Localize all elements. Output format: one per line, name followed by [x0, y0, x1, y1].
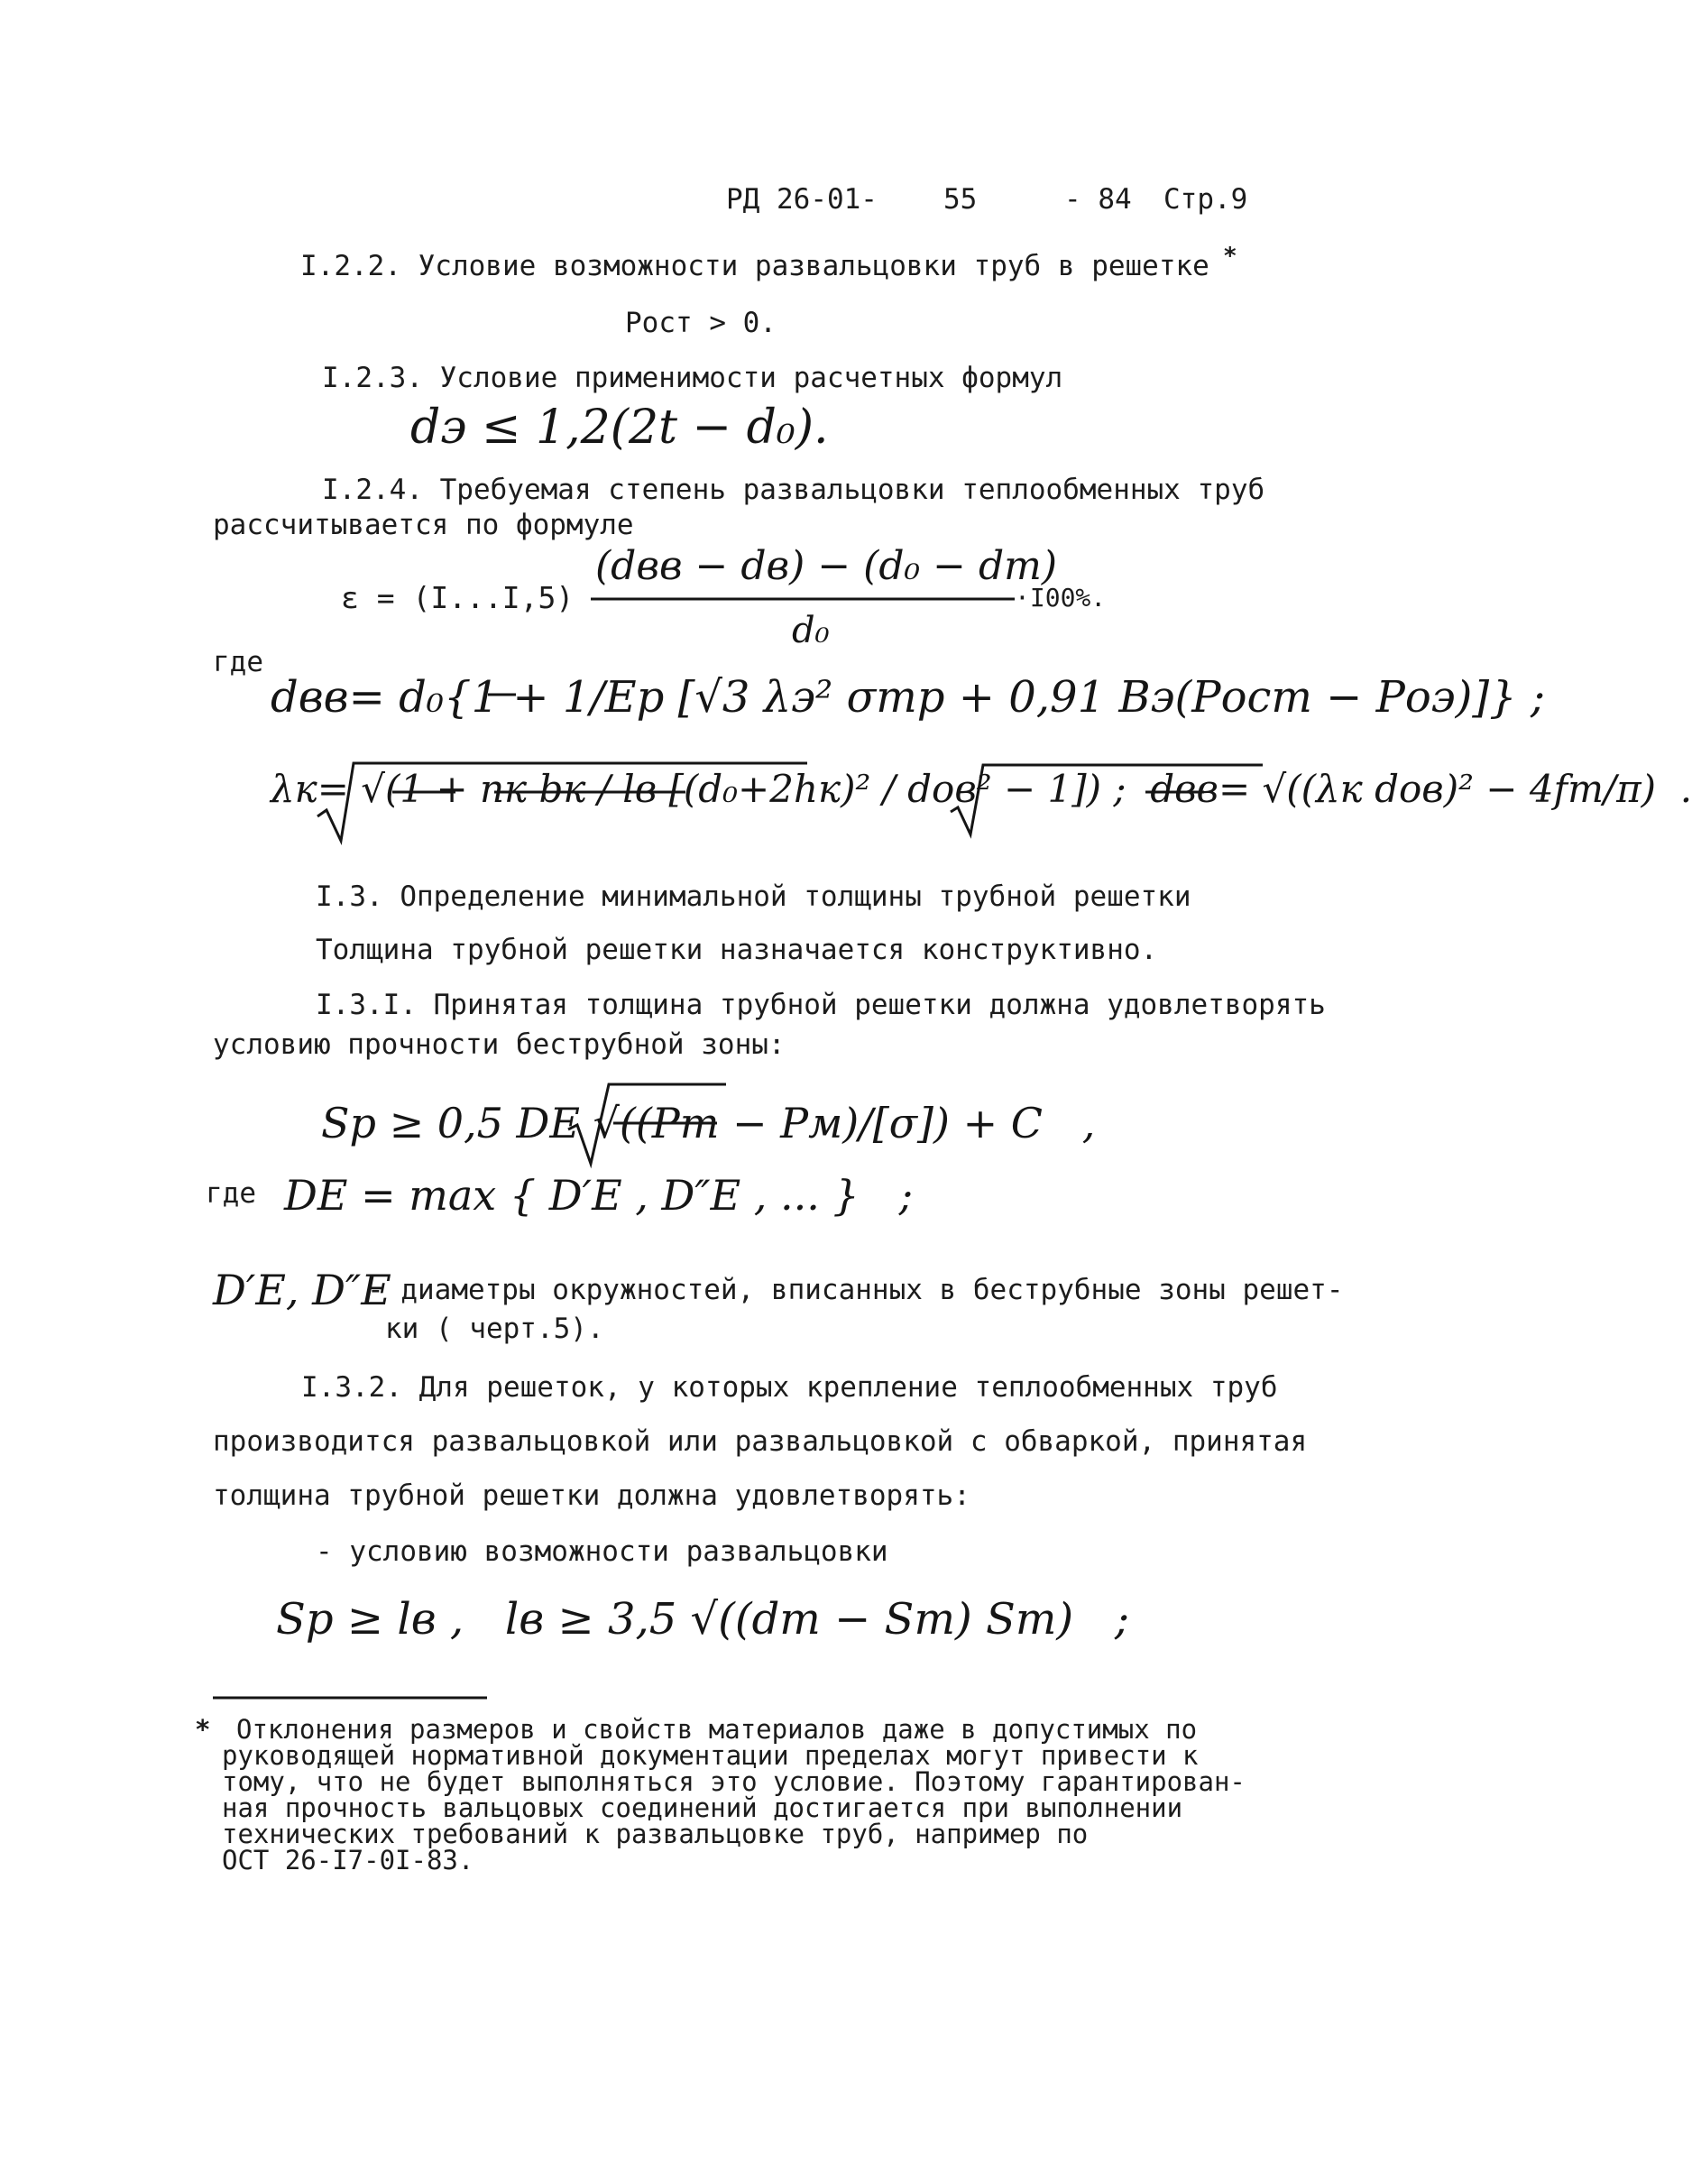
- where-label-2: где: [206, 1177, 256, 1210]
- footnote-reference-mark: *: [1223, 243, 1237, 270]
- formula-applicability: dэ ≤ 1,2(2t − d₀).: [410, 401, 829, 455]
- d-e-definition-line-1: - диаметры окружностей, вписанных в беструбные зоны решет-: [367, 1274, 1344, 1306]
- where-label-1: где: [213, 646, 263, 678]
- formula-d-vv: dвв= d₀{1 + 1/Eр [√3 λэ² σтр + 0,91 Bэ(Pост − Pоэ)]} ;: [271, 672, 1546, 723]
- footnote-line-3: тому, что не будет выполняться это условие. Поэтому гарантирован-: [222, 1766, 1246, 1797]
- header-page-number: Стр.9: [1163, 183, 1248, 216]
- section-1-3-2-item: - условию возможности развальцовки: [316, 1535, 888, 1568]
- d-e-definition-line-2: ки ( черт.5).: [385, 1313, 604, 1345]
- header-doc-number: 55: [943, 183, 978, 216]
- formula-epsilon-numerator: (dвв − dв) − (d₀ − dт): [595, 543, 1058, 589]
- formula-lambda-and-d-vv: λк= √(1 + nк bк / lв [(d₀+2hк)² / dов² − 1]) ; dвв= √((λк dов)² − 4fт/π) .: [271, 767, 1692, 811]
- formula-epsilon-suffix: ·I00%.: [1015, 583, 1107, 613]
- footnote-line-1: Отклонения размеров и свойств материалов даже в допустимых по: [236, 1714, 1198, 1745]
- section-1-3-text: Толщина трубной решетки назначается конструктивно.: [316, 934, 1158, 966]
- footnote-line-5: технических требований к развальцовке труб, например по: [222, 1819, 1089, 1849]
- section-1-3-heading: I.3. Определение минимальной толщины трубной решетки: [316, 880, 1191, 913]
- formula-epsilon-denominator: d₀: [792, 610, 830, 651]
- formula-epsilon-lhs: ε = (I...I,5): [341, 580, 575, 615]
- section-1-3-1-line-1: I.3.I. Принятая толщина трубной решетки должна удовлетворять: [316, 989, 1326, 1021]
- header-doc-code: РД 26-01-: [726, 183, 878, 216]
- section-1-3-2-line-1: I.3.2. Для решеток, у которых крепление теплообменных труб: [301, 1371, 1278, 1404]
- footnote-mark: *: [195, 1714, 211, 1745]
- header-doc-year: - 84: [1064, 183, 1132, 216]
- footnote-line-6: ОСТ 26-I7-0I-83.: [222, 1845, 474, 1875]
- formula-p-ost: Рост > 0.: [625, 307, 777, 339]
- footnote-line-4: ная прочность вальцовых соединений достигается при выполнении: [222, 1792, 1183, 1823]
- d-e-symbols: D′E, D″E: [213, 1266, 391, 1314]
- footnote-line-2: руководящей нормативной документации пределах могут привести к: [222, 1740, 1199, 1771]
- section-1-2-2-heading: I.2.2. Условие возможности развальцовки труб в решетке: [300, 250, 1209, 282]
- section-1-2-4-line-1: I.2.4. Требуемая степень развальцовки теплообменных труб: [322, 474, 1265, 506]
- formula-s-p: Sр ≥ 0,5 DE √((Pт − Pм)/[σ]) + C ,: [321, 1099, 1096, 1147]
- section-1-3-2-line-2: производится развальцовкой или развальцовкой с обваркой, принятая: [213, 1425, 1308, 1458]
- section-1-3-2-line-3: толщина трубной решетки должна удовлетворять:: [213, 1479, 970, 1512]
- section-1-3-1-line-2: условию прочности беструбной зоны:: [213, 1028, 786, 1061]
- section-1-2-4-line-2: рассчитывается по формуле: [213, 509, 634, 541]
- formula-d-e-max: DE = max { D′E , D″E , ... } ;: [284, 1171, 914, 1220]
- section-1-2-3-heading: I.2.3. Условие применимости расчетных формул: [322, 362, 1063, 394]
- formula-s-p-l-v: Sр ≥ lв , lв ≥ 3,5 √((dт − Sт) Sт) ;: [276, 1594, 1130, 1645]
